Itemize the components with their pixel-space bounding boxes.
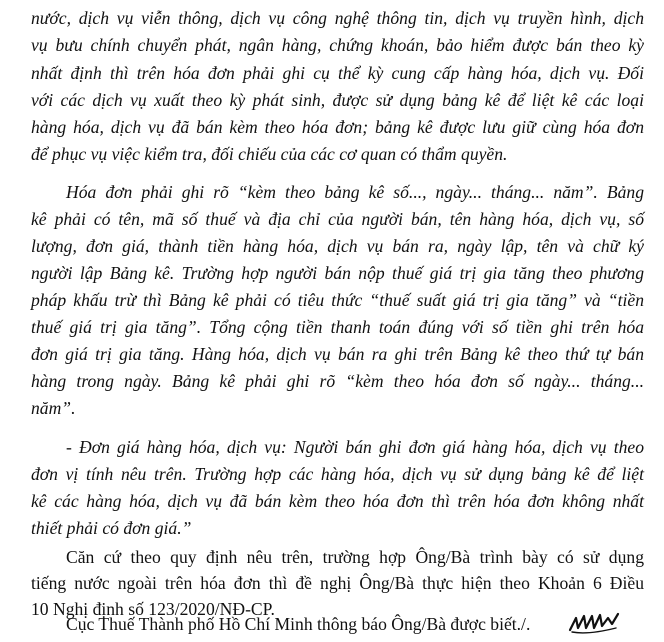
paragraph-1-line-3: nhất định thì trên hóa đơn phải ghi cụ thể kỳ cung cấp hàng hóa, dịch vụ. Đối — [31, 63, 644, 83]
paragraph-2-line-1: Hóa đơn phải ghi rõ “kèm theo bảng kê số..., ngày... tháng... năm”. Bảng — [66, 182, 644, 202]
paragraph-3-line-1: - Đơn giá hàng hóa, dịch vụ: Người bán ghi đơn giá hàng hóa, dịch vụ theo — [66, 437, 644, 457]
paragraph-2-line-2: kê phải có tên, mã số thuế và địa chỉ của người bán, tên hàng hóa, dịch vụ, số — [31, 209, 644, 229]
paragraph-1-line-4: với các dịch vụ xuất theo kỳ phát sinh, được sử dụng bảng kê để liệt kê các loại — [31, 90, 644, 110]
paragraph-4-line-2: tiếng nước ngoài trên hóa đơn thì đề nghị Ông/Bà thực hiện theo Khoản 6 Điều — [31, 573, 644, 593]
initials-signature-mark — [568, 608, 624, 638]
paragraph-1-line-6: để phục vụ việc kiểm tra, đối chiếu của các cơ quan có thẩm quyền. — [31, 144, 508, 164]
paragraph-2-line-9: năm”. — [31, 398, 76, 418]
paragraph-2-line-7: đơn giá trị gia tăng. Hàng hóa, dịch vụ bán ra ghi trên Bảng kê theo thứ tự bán — [31, 344, 644, 364]
paragraph-1-line-5: hàng hóa, dịch vụ đã bán kèm theo hóa đơn; bảng kê được lưu giữ cùng hóa đơn — [31, 117, 644, 137]
paragraph-3-line-2: đơn vị tính nêu trên. Trường hợp các hàng hóa, dịch vụ sử dụng bảng kê để liệt — [31, 464, 644, 484]
paragraph-1-line-1: nước, dịch vụ viễn thông, dịch vụ công nghệ thông tin, dịch vụ truyền hình, dịch — [31, 8, 644, 28]
paragraph-1-line-2: vụ bưu chính chuyển phát, ngân hàng, chứng khoán, bảo hiểm được bán theo kỳ — [31, 35, 644, 55]
paragraph-2-line-8: hàng trong ngày. Bảng kê phải ghi rõ “kèm theo hóa đơn số ngày... tháng... — [31, 371, 644, 391]
paragraph-3-line-3: kê các hàng hóa, dịch vụ đã bán kèm theo hóa đơn thì trên hóa đơn không nhất — [31, 491, 644, 511]
paragraph-4-line-3: 10 Nghị định số 123/2020/NĐ-CP. — [31, 599, 275, 619]
closing-statement: Cục Thuế Thành phố Hồ Chí Minh thông báo Ông/Bà được biết./. — [66, 614, 531, 634]
paragraph-2-line-5: pháp khấu trừ thì Bảng kê phải có tiêu thức “thuế suất giá trị gia tăng” và “tiền — [31, 290, 644, 310]
paragraph-4-line-1: Căn cứ theo quy định nêu trên, trường hợp Ông/Bà trình bày có sử dụng — [66, 547, 644, 567]
paragraph-2-line-6: thuế giá trị gia tăng”. Tổng cộng tiền thanh toán đúng với số tiền ghi trên hóa — [31, 317, 644, 337]
paragraph-2-line-3: lượng, đơn giá, thành tiền hàng hóa, dịch vụ bán ra, ngày lập, tên và chữ ký — [31, 236, 644, 256]
paragraph-2-line-4: người lập Bảng kê. Trường hợp người bán nộp thuế giá trị gia tăng theo phương — [31, 263, 644, 283]
paragraph-3-line-4: thiết phải có đơn giá.” — [31, 518, 192, 538]
